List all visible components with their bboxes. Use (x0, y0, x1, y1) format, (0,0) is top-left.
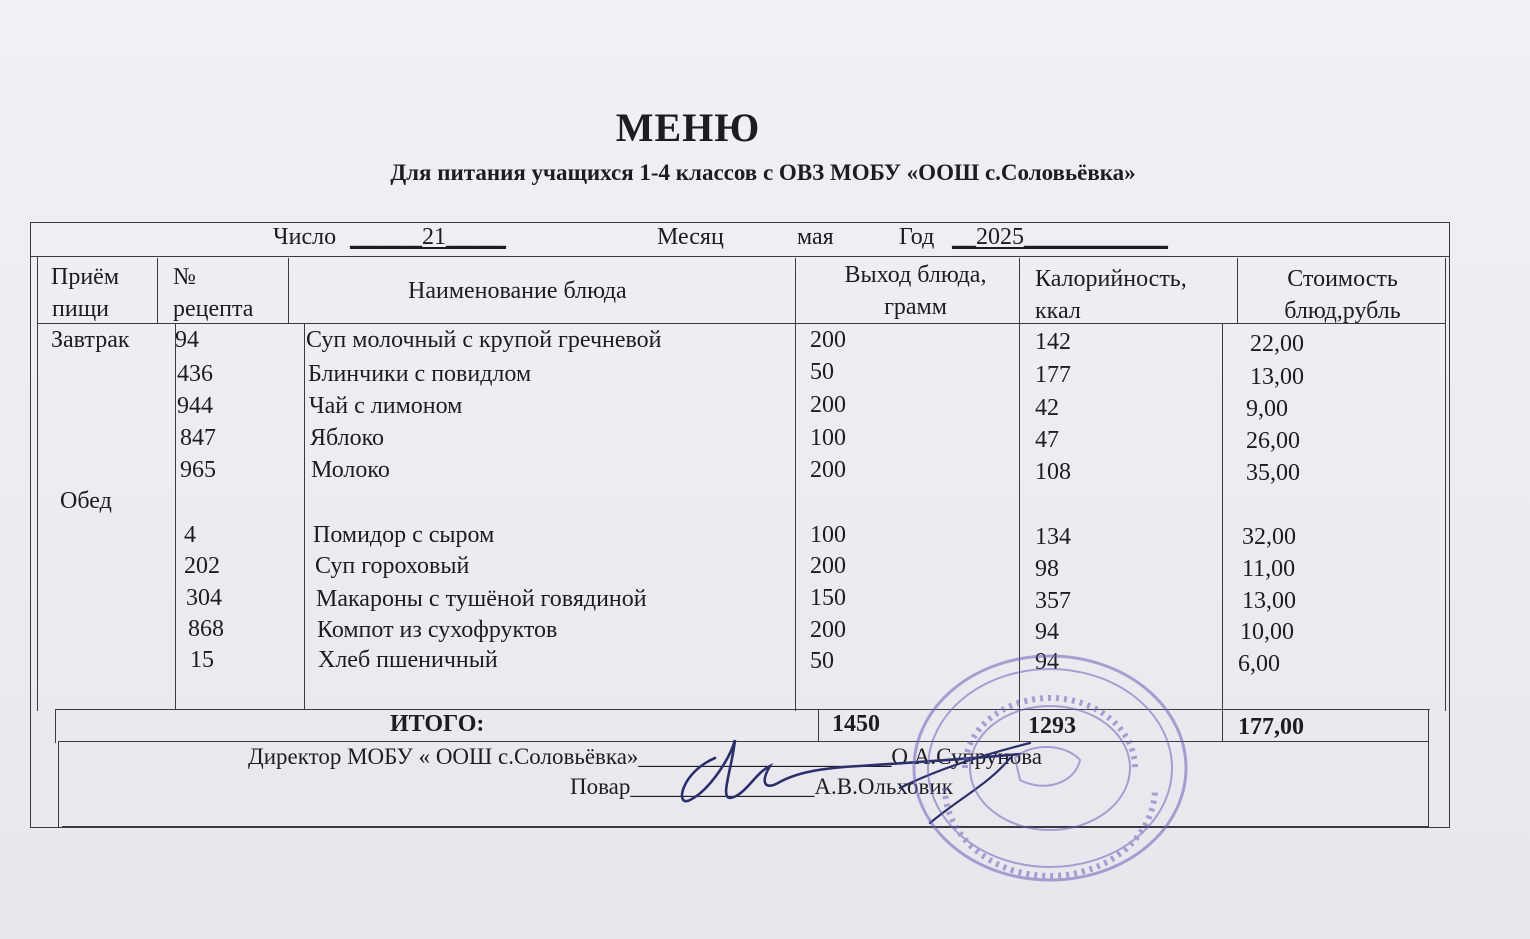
total-label: ИТОГО: (390, 711, 485, 737)
header-yield (818, 259, 1013, 323)
row-9-yield: 200 (810, 617, 846, 643)
row-6-cost: 32,00 (1242, 524, 1296, 550)
row-4-dish: Яблоко (310, 425, 385, 451)
row-1-cost: 22,00 (1250, 331, 1304, 357)
row-6-yield: 100 (810, 522, 846, 548)
row-10-dish: Хлеб пшеничный (318, 647, 498, 673)
header-calories-line2: ккал (1035, 298, 1081, 324)
col-border-meal-header (157, 258, 158, 324)
header-dish: Наименование блюда (408, 278, 627, 304)
col-border-left-sign (58, 741, 59, 827)
row-7-yield: 200 (810, 553, 846, 579)
cook-title: Повар (570, 774, 631, 799)
row-8-calories: 357 (1035, 588, 1071, 614)
row-9-calories: 94 (1035, 619, 1059, 645)
row-10-recipe: 15 (190, 647, 214, 673)
col-border-meal (175, 323, 176, 710)
row-7-calories: 98 (1035, 556, 1059, 582)
col-border-recipe-header (288, 258, 289, 324)
row-2-calories: 177 (1035, 362, 1071, 388)
row-7-dish: Суп гороховый (315, 553, 470, 579)
header-recipe-line2: рецепта (173, 296, 254, 322)
row-8-recipe: 304 (186, 585, 222, 611)
cook-line: ________________ (630, 774, 815, 799)
total-cost: 177,00 (1238, 714, 1304, 740)
row-2-recipe: 436 (177, 361, 213, 387)
row-1-recipe: 94 (175, 327, 199, 353)
col-border-cal-header (1237, 258, 1238, 324)
year-label: Год (899, 224, 935, 250)
row-2-dish: Блинчики с повидлом (308, 361, 532, 387)
row-4-yield: 100 (810, 425, 846, 451)
row-3-cost: 9,00 (1246, 396, 1288, 422)
header-recipe (173, 261, 253, 325)
row-8-dish: Макароны с тушёной говядиной (316, 586, 647, 612)
row-8-cost: 13,00 (1242, 588, 1296, 614)
row-3-recipe: 944 (177, 393, 213, 419)
row-3-calories: 42 (1035, 395, 1059, 421)
month-label: Месяц (657, 224, 724, 250)
row-6-dish: Помидор с сыром (313, 522, 495, 548)
row-6-calories: 134 (1035, 524, 1071, 550)
row-5-yield: 200 (810, 457, 846, 483)
month-value: мая (797, 224, 834, 250)
header-calories-line1: Калорийность, (1035, 266, 1187, 292)
header-cost-line2: блюд,рубль (1284, 298, 1401, 324)
round-stamp-seal (905, 648, 1195, 888)
row-1-yield: 200 (810, 327, 846, 353)
row-1-dish: Суп молочный с крупой гречневой (306, 327, 662, 353)
header-recipe-line1: № (173, 264, 196, 290)
year-value: __2025____________ (952, 224, 1168, 250)
cook-name: А.В.Ольховик (814, 774, 953, 799)
rule-under-date (30, 256, 1450, 257)
header-calories (1035, 263, 1187, 327)
page-subtitle: Для питания учащихся 1-4 классов с ОВЗ МОБУ «ООШ с.Соловьёвка» (390, 160, 1136, 185)
row-5-dish: Молоко (311, 457, 390, 483)
row-3-yield: 200 (810, 392, 846, 418)
day-label: Число (273, 224, 337, 250)
col-border-dish (795, 258, 796, 711)
header-yield-line2: грамм (884, 294, 947, 320)
row-4-cost: 26,00 (1246, 428, 1300, 454)
director-name: О.А.Супрунова (891, 744, 1042, 769)
header-meal-line2: пищи (52, 296, 110, 322)
header-yield-line1: Выход блюда, (844, 262, 987, 288)
total-calories: 1293 (1028, 713, 1076, 739)
rule-above-total (55, 709, 1430, 710)
row-1-calories: 142 (1035, 329, 1071, 355)
row-2-cost: 13,00 (1250, 364, 1304, 390)
header-meal (51, 261, 119, 325)
row-9-cost: 10,00 (1240, 619, 1294, 645)
row-8-yield: 150 (810, 585, 846, 611)
row-5-cost: 35,00 (1246, 460, 1300, 486)
meal-lunch: Обед (60, 488, 112, 514)
row-10-cost: 6,00 (1238, 651, 1280, 677)
row-5-calories: 108 (1035, 459, 1071, 485)
row-10-yield: 50 (810, 648, 834, 674)
row-9-recipe: 868 (188, 616, 224, 642)
row-7-recipe: 202 (184, 553, 220, 579)
row-5-recipe: 965 (180, 457, 216, 483)
col-border-cal (1222, 323, 1223, 742)
director-title: Директор МОБУ « ООШ с.Соловьёвка» (248, 744, 639, 769)
row-4-recipe: 847 (180, 425, 216, 451)
row-9-dish: Компот из сухофруктов (317, 617, 558, 643)
col-border-left-total (55, 709, 56, 743)
row-4-calories: 47 (1035, 427, 1059, 453)
header-meal-line1: Приём (51, 264, 120, 290)
page-title: МЕНЮ (615, 105, 761, 150)
meal-breakfast: Завтрак (51, 327, 130, 353)
day-value: ______21_____ (350, 224, 506, 250)
header-cost (1245, 263, 1440, 327)
total-yield: 1450 (832, 711, 880, 737)
col-border-right-total (1428, 709, 1429, 827)
row-2-yield: 50 (810, 359, 834, 385)
col-border-left (37, 256, 38, 711)
header-cost-line1: Стоимость (1287, 266, 1398, 292)
director-line: ______________________ (638, 744, 892, 769)
row-7-cost: 11,00 (1242, 556, 1296, 582)
row-3-dish: Чай с лимоном (309, 393, 463, 419)
col-border-recipe (304, 323, 305, 710)
row-6-recipe: 4 (184, 522, 196, 548)
row-10-calories: 94 (1035, 649, 1059, 675)
date-line (30, 222, 1450, 256)
col-border-right (1445, 258, 1446, 711)
